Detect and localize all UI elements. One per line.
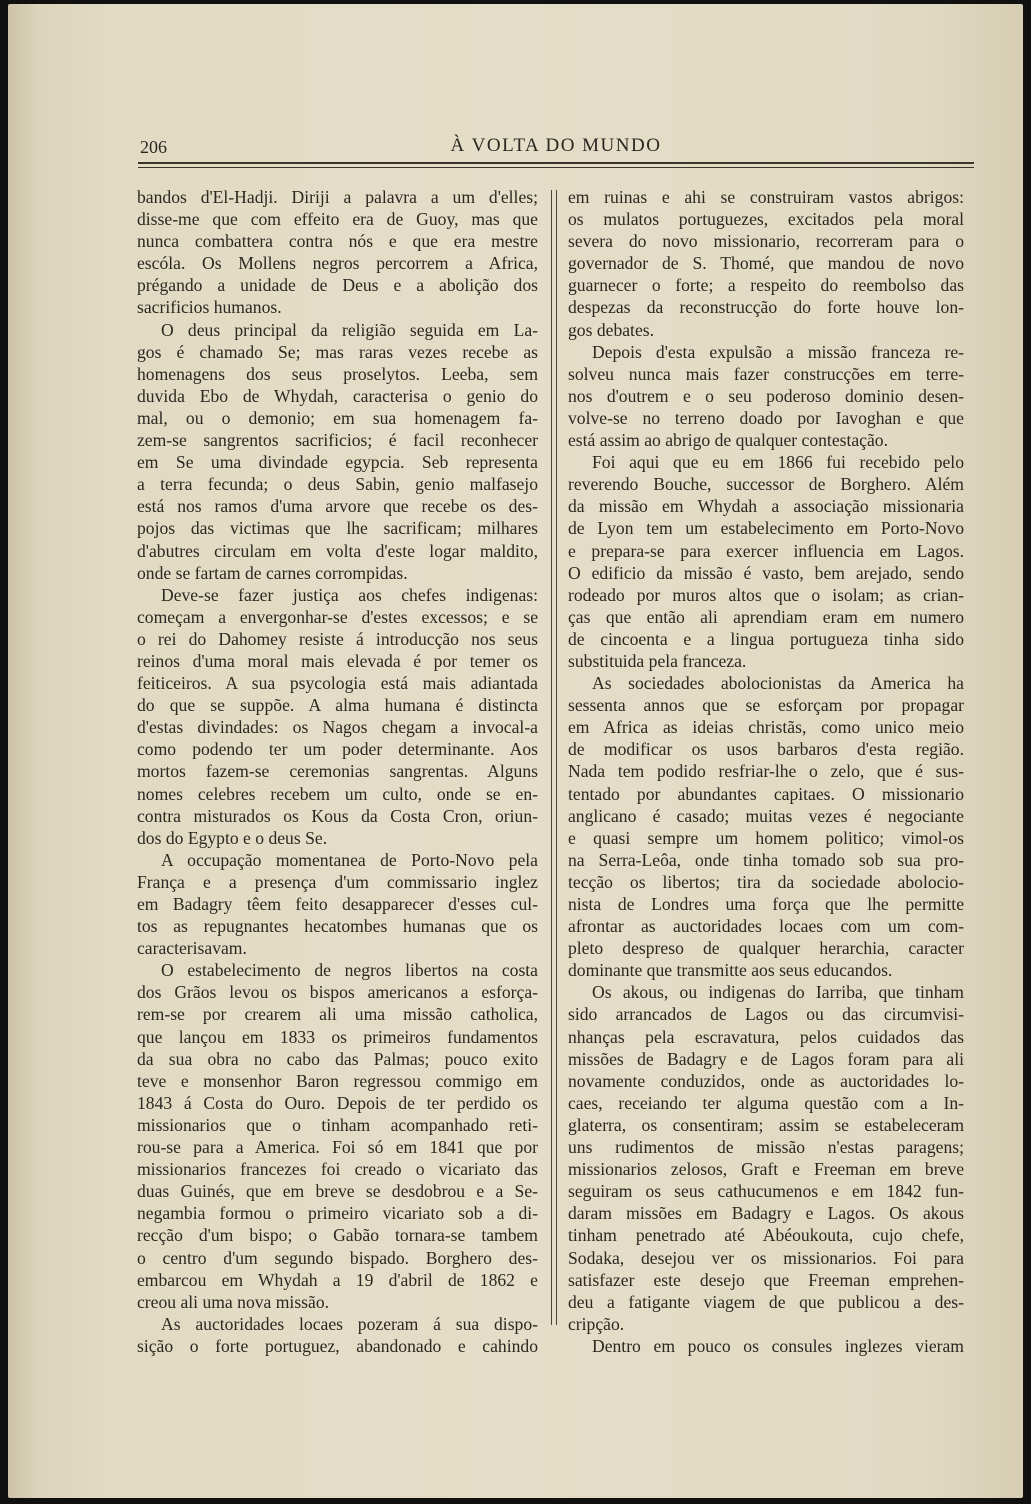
- text-line: creou ali uma nova missão.: [137, 1291, 330, 1312]
- text-line: como podendo ter um poder determinante. Aos: [137, 739, 538, 760]
- text-line: afrontar as auctoridades locaes com um com-: [568, 916, 964, 937]
- text-line: despezas da reconstrucção do forte houve lon-: [568, 297, 964, 318]
- text-line: d'estas divindades: os Nagos chegam a invocal-a: [137, 717, 538, 738]
- text-line: O estabelecimento de negros libertos na costa: [161, 960, 538, 981]
- text-line: embarcou em Whydah a 19 d'abril de 1862 e: [137, 1269, 538, 1290]
- text-line: prégando a unidade de Deus e a abolição dos: [137, 275, 538, 296]
- text-line: Foi aqui que eu em 1866 fui recebido pelo: [592, 452, 964, 473]
- text-line: onde se fartam de carnes corrompidas.: [137, 562, 408, 583]
- text-line: nos d'outrem e o seu poderoso dominio desen-: [568, 385, 964, 406]
- text-line: em Se uma divindade egypcia. Seb representa: [137, 452, 538, 473]
- text-line: uns rudimentos de missão n'estas paragens;: [568, 1137, 964, 1158]
- text-line: feiticeiros. A sua psycologia está mais adiantada: [137, 673, 538, 694]
- text-line: sessenta annos que se esforçam por propagar: [568, 695, 964, 716]
- header-rule-thin: [138, 167, 974, 168]
- text-line: rodeado por muros altos que o isolam; as crian-: [568, 584, 964, 605]
- text-line: 1843 á Costa do Ouro. Depois de ter perdido os: [137, 1092, 538, 1113]
- text-line: governador de S. Thomé, que mandou de novo: [568, 253, 964, 274]
- running-title: À VOLTA DO MUNDO: [450, 135, 662, 156]
- text-line: Sodaka, desejou ver os missionarios. Foi para: [568, 1247, 964, 1268]
- text-line: da sua obra no cabo das Palmas; pouco exito: [137, 1048, 538, 1069]
- text-line: mortos fazem-se ceremonias sangrentas. Alguns: [137, 761, 538, 782]
- text-line: As sociedades abolocionistas da America ha: [592, 673, 964, 694]
- text-line: substituida pela franceza.: [568, 650, 747, 671]
- text-line: tentado por abundantes capitaes. O missionario: [568, 783, 964, 804]
- text-line: tos as repugnantes hecatombes humanas que os: [137, 916, 538, 937]
- text-line: deu a fatigante viagem de que publicou a des-: [568, 1291, 964, 1312]
- text-line: na Serra-Leôa, onde tinha tomado sob sua pro-: [568, 849, 964, 870]
- text-line: zem-se sangrentos sacrificios; é facil reconhecer: [137, 430, 538, 451]
- text-line: bandos d'El-Hadji. Diriji a palavra a um d'elles;: [137, 187, 538, 207]
- left-text-column: [137, 186, 538, 1357]
- text-line: disse-me que com effeito era de Guoy, mas que: [137, 209, 538, 230]
- text-line: negambia formou o primeiro vicariato sob a di-: [137, 1203, 538, 1224]
- text-line: homenagens dos seus proselytos. Leeba, sem: [137, 363, 538, 384]
- text-line: daram missões em Badagry e Lagos. Os akous: [568, 1203, 964, 1224]
- text-line: ças que então ali aprendiam eram em numero: [568, 606, 964, 627]
- text-line: a terra fecunda; o deus Sabin, genio malfasejo: [137, 474, 538, 495]
- text-line: rou-se para a America. Foi só em 1841 que por: [137, 1137, 538, 1158]
- text-line: gos debates.: [568, 319, 654, 340]
- text-line: Deve-se fazer justiça aos chefes indigenas:: [161, 584, 538, 605]
- text-line: glaterra, os consentiram; assim se estabeleceram: [568, 1114, 964, 1135]
- text-line: nomes celebres recebem um culto, onde se en-: [137, 783, 538, 804]
- text-line: o rei do Dahomey resiste á introducção nos seus: [137, 628, 538, 649]
- text-line: os mulatos portuguezes, excitados pela moral: [568, 209, 964, 230]
- right-text-column: [568, 186, 964, 1357]
- text-line: do que se suppõe. A alma humana é distincta: [137, 695, 538, 716]
- text-line: anglicano é casado; muitas vezes é negociante: [568, 805, 964, 826]
- page-header: [140, 133, 972, 161]
- text-line: solveu nunca mais fazer construcções em terre-: [568, 363, 964, 384]
- text-line: sacrificios humanos.: [137, 297, 282, 318]
- text-line: começam a envergonhar-se d'estes excessos; e se: [137, 606, 538, 627]
- text-line: missionarios zelosos, Graft e Freeman em breve: [568, 1159, 964, 1180]
- text-line: missionarios francezes foi creado o vicariato das: [137, 1159, 538, 1180]
- text-line: sição o forte portuguez, abandonado e cahindo: [137, 1335, 538, 1356]
- text-line: está assim ao abrigo de qualquer contestação.: [568, 430, 888, 451]
- text-line: pojos das victimas que lhe sacrificam; milhares: [137, 518, 538, 539]
- text-line: escóla. Os Mollens negros percorrem a Africa,: [137, 253, 538, 274]
- text-line: de Lyon tem um estabelecimento em Porto-Novo: [568, 518, 964, 539]
- text-line: pleto despreso de qualquer herarchia, caracter: [568, 938, 964, 959]
- text-line: Dentro em pouco os consules inglezes vieram: [592, 1335, 964, 1356]
- text-line: França e a presença d'um commissario inglez: [137, 871, 538, 892]
- text-line: em ruinas e ahi se construiram vastos abrigos:: [568, 187, 964, 207]
- text-line: dos Grãos levou os bispos americanos a esforça-: [137, 982, 538, 1003]
- text-line: gos é chamado Se; mas raras vezes recebe as: [137, 341, 538, 362]
- text-line: caracterisavam.: [137, 938, 247, 959]
- text-line: em Africa as ideias christãs, como unico meio: [568, 717, 964, 738]
- text-line: duas Guinés, que em breve se desdobrou e a Se-: [137, 1181, 538, 1202]
- text-line: de modificar os usos barbaros d'esta região.: [568, 739, 964, 760]
- text-line: Nada tem podido resfriar-lhe o zelo, que é sus-: [568, 761, 964, 782]
- page-number: 206: [140, 137, 167, 157]
- text-line: nhanças pela escravatura, pelos cuidados das: [568, 1026, 964, 1047]
- text-line: está nos ramos d'uma arvore que recebe os des-: [137, 496, 538, 517]
- text-line: e prepara-se para exercer influencia em Lagos.: [568, 540, 964, 561]
- text-line: satisfazer este desejo que Freeman emprehen-: [568, 1269, 964, 1290]
- text-line: nunca combattera contra nós e que era mestre: [137, 231, 538, 252]
- text-line: duvida Ebo de Whydah, caracterisa o genio do: [137, 385, 538, 406]
- text-line: As auctoridades locaes pozeram á sua dispo-: [161, 1313, 538, 1334]
- text-line: guarnecer o forte; a respeito do reembolso das: [568, 275, 964, 296]
- text-line: Depois d'esta expulsão a missão franceza re-: [592, 341, 964, 362]
- column-divider: [551, 190, 557, 1325]
- text-line: tinham penetrado até Abéoukouta, cujo chefe,: [568, 1225, 964, 1246]
- text-line: recção d'um bispo; o Gabão tornara-se tambem: [137, 1225, 538, 1246]
- text-line: teve e monsenhor Baron regressou commigo em: [137, 1070, 538, 1091]
- text-line: seguiram os seus cathucumenos e em 1842 fun-: [568, 1181, 964, 1202]
- text-line: severa do novo missionario, recorreram para o: [568, 231, 964, 252]
- text-line: da missão em Whydah a associação missionaria: [568, 496, 964, 517]
- text-line: missões de Badagry e de Lagos foram para ali: [568, 1048, 964, 1069]
- text-line: o centro d'um segundo bispado. Borghero des-: [137, 1247, 538, 1268]
- text-line: volve-se no terreno doado por Iavoghan e que: [568, 407, 964, 428]
- text-line: rem-se por crearem ali uma missão catholica,: [137, 1004, 538, 1025]
- text-line: contra misturados os Kous da Costa Cron, oriun-: [137, 805, 538, 826]
- text-line: cripção.: [568, 1313, 625, 1334]
- text-line: d'abutres circulam em volta d'este logar maldito,: [137, 540, 538, 561]
- text-line: sido arrancados de Lagos ou das circumvisi-: [568, 1004, 964, 1025]
- text-line: caes, receiando ter alguma questão com a In-: [568, 1092, 964, 1113]
- text-line: reinos d'uma moral mais elevada é por temer os: [137, 650, 538, 671]
- text-line: e quasi sempre um homem politico; vimol-os: [568, 827, 964, 848]
- text-line: A occupação momentanea de Porto-Novo pela: [161, 849, 538, 870]
- header-rule-thick: [138, 162, 974, 164]
- text-line: O edificio da missão é vasto, bem arejado, sendo: [568, 562, 964, 583]
- text-line: tecção os libertos; tira da sociedade abolocio-: [568, 871, 964, 892]
- text-line: missionarios que o tinham acompanhado reti-: [137, 1114, 538, 1135]
- text-line: reverendo Bouche, successor de Borghero. Além: [568, 474, 964, 495]
- text-line: que lançou em 1833 os primeiros fundamentos: [137, 1026, 538, 1047]
- text-line: Os akous, ou indigenas do Iarriba, que tinham: [592, 982, 964, 1003]
- text-line: mal, ou o demonio; em sua homenagem fa-: [137, 407, 538, 428]
- text-line: em Badagry têem feito desapparecer d'esses cul-: [137, 894, 538, 914]
- text-line: de cincoenta e a lingua portugueza tinha sido: [568, 628, 964, 649]
- text-line: dos do Egypto e o deus Se.: [137, 827, 328, 848]
- text-line: dominante que transmitte aos seus educandos.: [568, 960, 893, 981]
- text-line: novamente conduzidos, onde as auctoridades lo-: [568, 1070, 964, 1091]
- text-line: nista de Londres uma força que lhe permitte: [568, 894, 964, 914]
- text-line: O deus principal da religião seguida em La-: [161, 319, 538, 340]
